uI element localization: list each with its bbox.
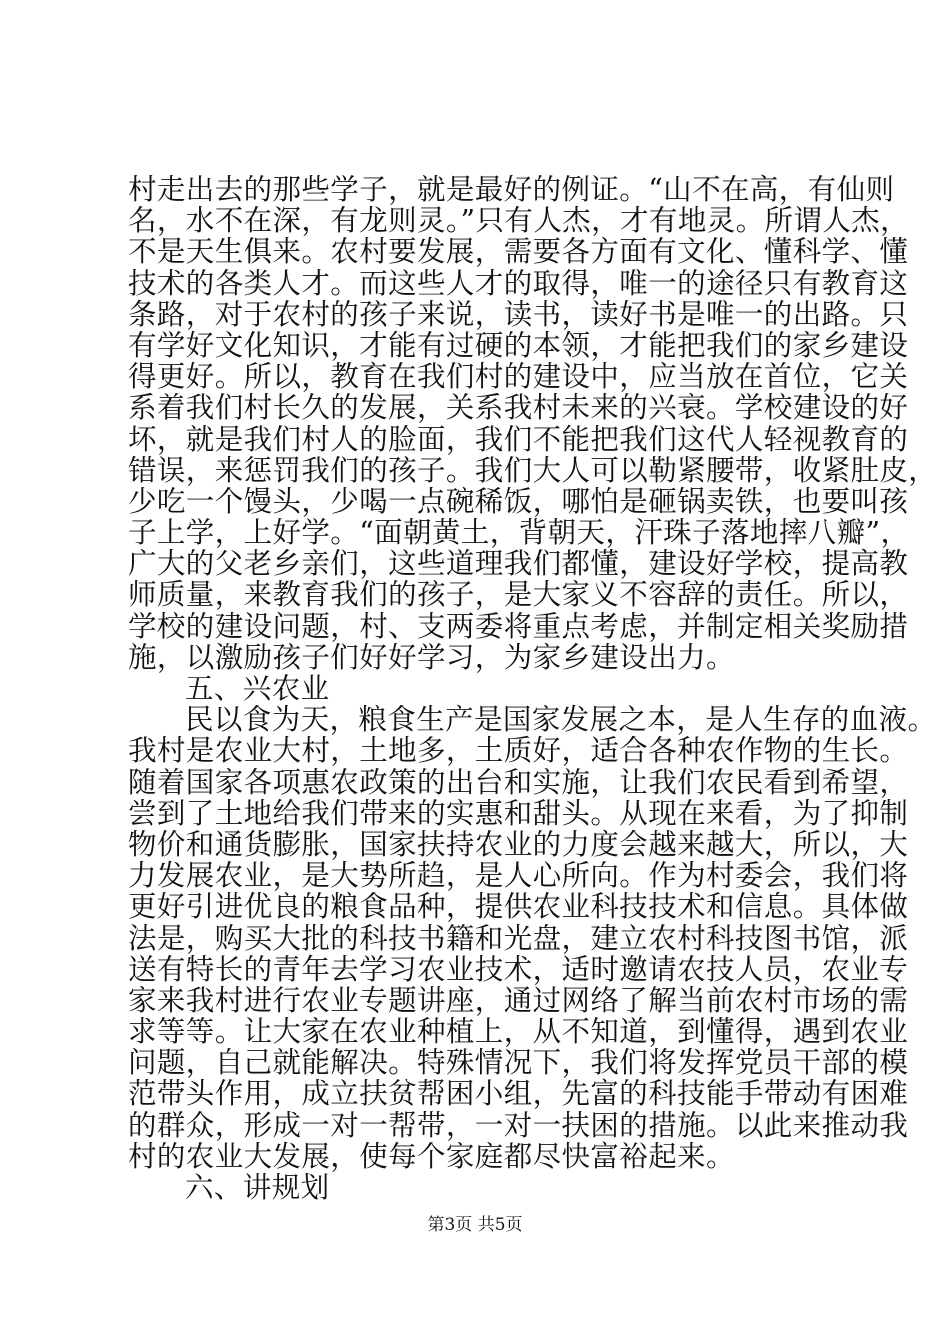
text-line: 家来我村进行农业专题讲座，通过网络了解当前农村市场的需 [128, 983, 909, 1017]
text-line: 问题，自己就能解决。特殊情况下，我们将发挥党员干部的模 [128, 1046, 909, 1080]
text-line: 五、兴农业 [185, 672, 330, 705]
text-line: 得更好。所以，教育在我们村的建设中，应当放在首位，它关 [128, 360, 909, 394]
text-line: 范带头作用，成立扶贫帮困小组，先富的科技能手带动有困难 [128, 1077, 909, 1111]
text-line: 有学好文化知识，才能有过硬的本领，才能把我们的家乡建设 [128, 328, 909, 362]
body-text [128, 173, 938, 1204]
text-line: 错误，来惩罚我们的孩子。我们大人可以勒紧腰带，收紧肚皮， [128, 453, 938, 487]
text-line: 民以食为天，粮食生产是国家发展之本，是人生存的血液。 [185, 703, 937, 737]
text-line: 名，水不在深，有龙则灵。”只有人杰，才有地灵。所谓人杰， [128, 204, 910, 238]
text-line: 力发展农业，是大势所趋，是人心所向。作为村委会，我们将 [128, 859, 909, 893]
text-line: 学校的建设问题，村、支两委将重点考虑，并制定相关奖励措 [128, 609, 909, 643]
text-line: 六、讲规划 [185, 1171, 330, 1204]
text-line: 法是，购买大批的科技书籍和光盘，建立农村科技图书馆，派 [128, 921, 909, 955]
text-line: 送有特长的青年去学习农业技术，适时邀请农技人员，农业专 [128, 952, 909, 986]
text-line: 村的农业大发展，使每个家庭都尽快富裕起来。 [128, 1139, 735, 1173]
text-line: 求等等。让大家在农业种植上，从不知道，到懂得，遇到农业 [128, 1015, 909, 1049]
text-line: 条路，对于农村的孩子来说，读书，读好书是唯一的出路。只 [128, 297, 909, 331]
text-line: 随着国家各项惠农政策的出台和实施，让我们农民看到希望， [128, 765, 909, 799]
text-line: 广大的父老乡亲们，这些道理我们都懂，建设好学校，提高教 [128, 547, 909, 581]
text-line: 不是天生俱来。农村要发展，需要各方面有文化、懂科学、懂 [128, 235, 909, 269]
text-line: 系着我们村长久的发展，关系我村未来的兴衰。学校建设的好 [128, 391, 909, 425]
text-line: 我村是农业大村，土地多，土质好，适合各种农作物的生长。 [128, 734, 909, 768]
text-line: 物价和通货膨胀，国家扶持农业的力度会越来越大，所以，大 [128, 827, 909, 861]
text-line: 少吃一个馒头，少喝一点碗稀饭，哪怕是砸锅卖铁，也要叫孩 [128, 484, 909, 518]
text-line: 尝到了土地给我们带来的实惠和甜头。从现在来看，为了抑制 [128, 796, 909, 830]
page-footer: 第3页 共5页 [427, 1215, 523, 1235]
text-line: 村走出去的那些学子，就是最好的例证。“山不在高，有仙则 [128, 173, 895, 206]
text-line: 子上学，上好学。“面朝黄土，背朝天，汗珠子落地摔八瓣”， [128, 516, 910, 550]
text-line: 更好引进优良的粮食品种，提供农业科技技术和信息。具体做 [128, 890, 909, 924]
text-line: 坏，就是我们村人的脸面，我们不能把我们这代人轻视教育的 [128, 422, 909, 456]
text-line: 的群众，形成一对一帮带，一对一扶困的措施。以此来推动我 [128, 1108, 909, 1142]
text-line: 技术的各类人才。而这些人才的取得，唯一的途径只有教育这 [128, 266, 909, 300]
text-line: 师质量，来教育我们的孩子，是大家义不容辞的责任。所以， [128, 578, 909, 612]
text-line: 施，以激励孩子们好好学习，为家乡建设出力。 [128, 640, 735, 674]
